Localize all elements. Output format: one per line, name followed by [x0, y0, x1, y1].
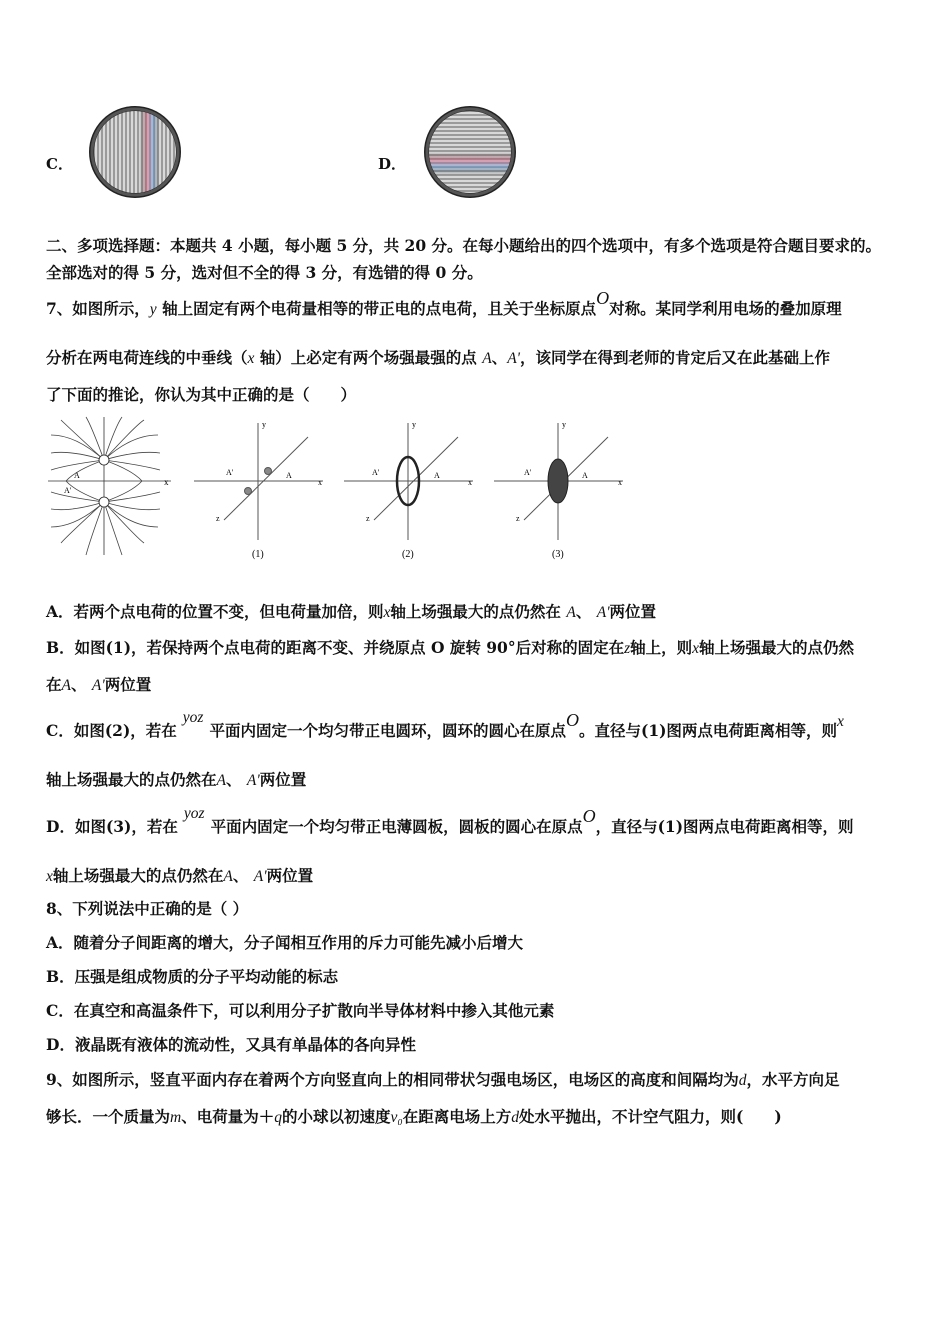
option-c-label: C． [46, 155, 73, 173]
fig-label-2: (2) [402, 549, 414, 560]
q8-option-a: A．随着分子间距离的增大，分子闻相互作用的斥力可能先减小后增大 [46, 933, 524, 952]
option-c-image [85, 102, 185, 202]
svg-text:A': A' [372, 468, 380, 477]
svg-text:A: A [74, 471, 80, 480]
figure-2 [344, 423, 473, 540]
figure-3 [494, 423, 623, 540]
q7-stem-line3: 了下面的推论，你认为其中正确的是（ ） [46, 385, 357, 404]
q7-stem-line1: 7、如图所示，y 轴上固定有两个电荷量相等的带正电的点电荷，且关于坐标原点O对称。某同学利用电场的叠加原理 [46, 288, 842, 318]
fig-label-1: (1) [252, 549, 264, 560]
svg-text:x: x [618, 478, 622, 487]
q8-option-d: D．液晶既有液体的流动性，又具有单晶体的各向异性 [46, 1035, 416, 1054]
svg-text:y: y [262, 420, 266, 429]
q7-option-c-line1: C．如图(2)，若在yoz平面内固定一个均匀带正电圆环，圆环的圆心在原点O。直径与(1)图两点电荷距离相等，则x [46, 709, 844, 740]
q7-option-a: A．若两个点电荷的位置不变，但电荷量加倍，则x轴上场强最大的点仍然在 A、 A'两位置 [46, 602, 657, 621]
svg-text:x: x [164, 477, 169, 487]
svg-text:z: z [366, 514, 370, 523]
svg-text:A': A' [226, 468, 234, 477]
q7-option-b-line1: B．如图(1)，若保持两个点电荷的距离不变、并绕原点 O 旋转 90°后对称的固定在z轴上，则x轴上场强最大的点仍然 [46, 638, 855, 657]
svg-text:x: x [318, 478, 322, 487]
q8-option-c: C．在真空和高温条件下，可以利用分子扩散向半导体材料中掺入其他元素 [46, 1001, 555, 1020]
q8-option-b: B．压强是组成物质的分子平均动能的标志 [46, 967, 339, 986]
svg-text:y: y [562, 420, 566, 429]
fig-label-3: (3) [552, 549, 564, 560]
svg-text:A: A [434, 471, 440, 480]
q8-stem: 8、下列说法中正确的是（ ） [46, 899, 249, 918]
svg-text:x: x [468, 478, 472, 487]
svg-text:A': A' [64, 486, 72, 495]
svg-text:z: z [216, 514, 220, 523]
section2-line2: 全部选对的得 5 分，选对但不全的得 3 分，有选错的得 0 分。 [46, 263, 483, 282]
svg-text:z: z [516, 514, 520, 523]
q9-stem-line1: 9、如图所示，竖直平面内存在着两个方向竖直向上的相同带状匀强电场区，电场区的高度和间隔均为d，水平方向足 [46, 1070, 840, 1089]
q7-stem-line2: 分析在两电荷连线的中垂线（x 轴）上必定有两个场强最强的点 A、A'，该同学在得到老师的肯定后又在此基础上作 [46, 348, 830, 367]
svg-text:y: y [412, 420, 416, 429]
q7-option-d-line1: D．如图(3)，若在yoz平面内固定一个均匀带正电薄圆板，圆板的圆心在原点O，直径与(1)图两点电荷距离相等，则 [46, 805, 854, 836]
option-d-image [420, 102, 520, 202]
option-d-label: D． [378, 155, 407, 173]
section2-line1: 二、多项选择题：本题共 4 小题，每小题 5 分，共 20 分。在每小题给出的四个选项中，有多个选项是符合题目要求的。 [46, 236, 882, 255]
svg-text:A: A [582, 471, 588, 480]
q7-option-c-line2: 轴上场强最大的点仍然在A、 A'两位置 [46, 770, 307, 789]
q7-option-b-line2: 在A、 A'两位置 [46, 675, 152, 694]
svg-text:A: A [286, 471, 292, 480]
figure-1 [194, 423, 323, 540]
q7-figures [46, 415, 636, 563]
q7-option-d-line2: x轴上场强最大的点仍然在A、 A'两位置 [46, 866, 314, 885]
q9-stem-line2: 够长．一个质量为m、电荷量为＋q的小球以初速度v₀在距离电场上方d处水平抛出，不计空气阻力，则( ) [46, 1107, 782, 1126]
svg-text:A': A' [524, 468, 532, 477]
